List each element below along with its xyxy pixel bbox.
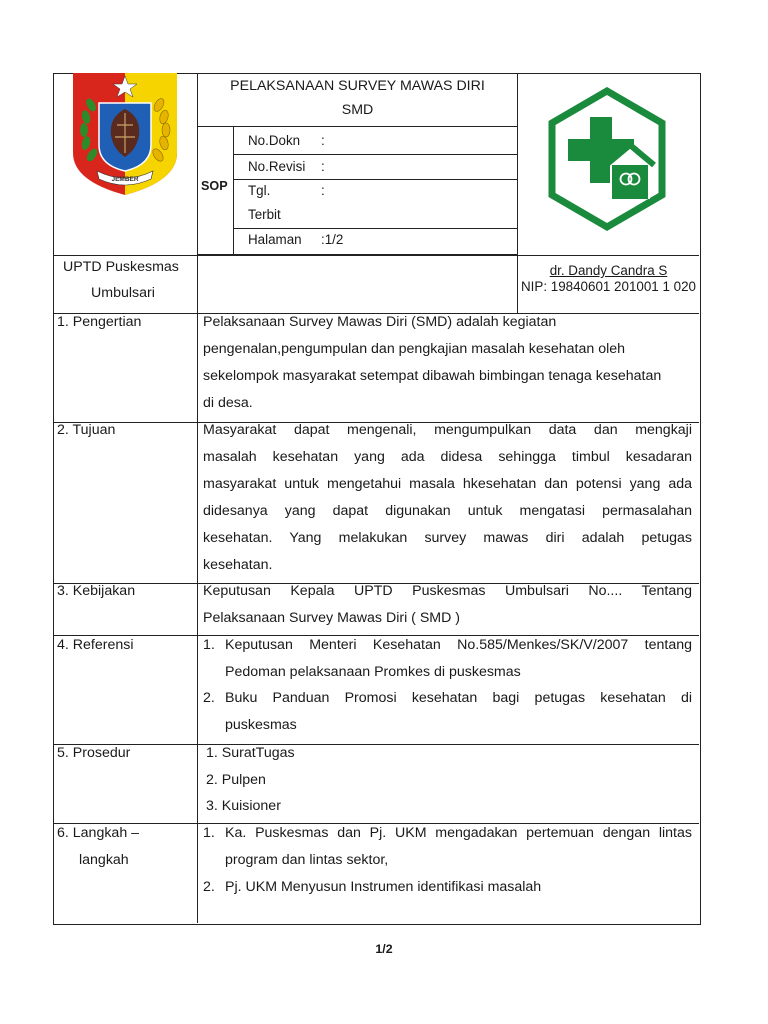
text-line: Keputusan Kepala UPTD Puskesmas Umbulsari No.... Tentang	[203, 583, 692, 599]
text-line: Buku Panduan Promosi kesehatan bagi petugas kesehatan di	[225, 690, 692, 706]
document-title-line2: SMD	[341, 102, 374, 118]
section-label-pengertian: 1. Pengertian	[57, 314, 142, 330]
field-terbit-label: Terbit	[248, 207, 281, 222]
divider	[197, 255, 198, 313]
list-item: 2. Pulpen	[206, 772, 266, 788]
section-label-tujuan: 2. Tujuan	[57, 422, 116, 438]
org-name-line2: Umbulsari	[91, 285, 155, 301]
text-line: masalah kesehatan yang ada didesa sehingga timbul kesadaran	[203, 449, 692, 465]
divider	[197, 126, 517, 127]
text-line: di desa.	[203, 395, 253, 411]
step-item: Pj. UKM Menyusun Instrumen identifikasi masalah	[225, 879, 542, 895]
text-line: Pelaksanaan Survey Mawas Diri ( SMD )	[203, 610, 461, 626]
text-line: kesehatan.	[203, 557, 273, 573]
signatory-nip: NIP: 19840601 201001 1 020	[521, 279, 696, 294]
field-no-revisi-label: No.Revisi	[248, 159, 306, 174]
reference-item	[225, 685, 692, 739]
page-number: 1/2	[375, 942, 393, 956]
list-item: 1. SuratTugas	[206, 745, 295, 761]
puskesmas-logo-icon	[546, 87, 668, 233]
text-line: puskesmas	[225, 717, 297, 733]
text-line: didesanya yang dapat digunakan untuk mengatasi permasalahan	[203, 503, 692, 519]
divider	[197, 313, 198, 923]
list-number: 1.	[203, 637, 215, 653]
step-item	[225, 820, 692, 874]
jember-emblem-icon	[71, 73, 179, 197]
reference-item	[225, 632, 692, 686]
section-label-prosedur: 5. Prosedur	[57, 745, 131, 761]
text-line: sekelompok masyarakat setempat dibawah bimbingan tenaga kesehatan	[203, 368, 662, 384]
field-no-dokn-value: :	[321, 133, 325, 148]
text-line: pengenalan,pengumpulan dan pengkajian masalah kesehatan oleh	[203, 341, 626, 357]
document-title-line1: PELAKSANAAN SURVEY MAWAS DIRI	[230, 78, 485, 94]
text-line: Pedoman pelaksanaan Promkes di puskesmas	[225, 664, 521, 680]
field-tgl-value: :	[321, 183, 325, 198]
divider	[233, 126, 234, 254]
sop-document	[53, 73, 701, 925]
divider	[53, 744, 699, 745]
signatory-name: dr. Dandy Candra S	[549, 263, 668, 278]
text-line: Masyarakat dapat mengenali, mengumpulkan data dan mengkaji	[203, 422, 692, 438]
section-label-langkah: 6. Langkah –	[57, 825, 140, 841]
section-label-referensi: 4. Referensi	[57, 637, 134, 653]
field-halaman-label: Halaman	[248, 232, 302, 247]
text-line: program dan lintas sektor,	[225, 852, 389, 868]
list-item: 3. Kuisioner	[206, 798, 281, 814]
text-line: Ka. Puskesmas dan Pj. UKM mengadakan pertemuan dengan lintas	[225, 825, 692, 841]
section-label-kebijakan: 3. Kebijakan	[57, 583, 136, 599]
list-number: 2.	[203, 690, 215, 706]
text-line: masyarakat untuk mengetahui masala hkesehatan dan potensi yang ada	[203, 476, 692, 492]
text-line: Keputusan Menteri Kesehatan No.585/Menkes/SK/V/2007 tentang	[225, 637, 692, 653]
section-text-kebijakan	[203, 578, 692, 632]
org-name-line1: UPTD Puskesmas	[63, 259, 179, 275]
section-text-tujuan	[203, 417, 692, 579]
section-label-langkah-line2: langkah	[79, 852, 129, 868]
text-line: kesehatan. Yang melakukan survey mawas diri adalah petugas	[203, 530, 692, 546]
emblem-label: JEMBER	[111, 176, 139, 183]
field-tgl-label: Tgl.	[248, 183, 271, 198]
sop-label: SOP	[201, 179, 228, 193]
text-line: Pelaksanaan Survey Mawas Diri (SMD) adalah kegiatan	[203, 314, 557, 330]
field-no-dokn-label: No.Dokn	[248, 133, 301, 148]
list-number: 2.	[203, 879, 215, 895]
list-number: 1.	[203, 825, 215, 841]
field-halaman-value: :1/2	[321, 232, 344, 247]
field-no-revisi-value: :	[321, 159, 325, 174]
section-text-pengertian	[203, 309, 690, 417]
